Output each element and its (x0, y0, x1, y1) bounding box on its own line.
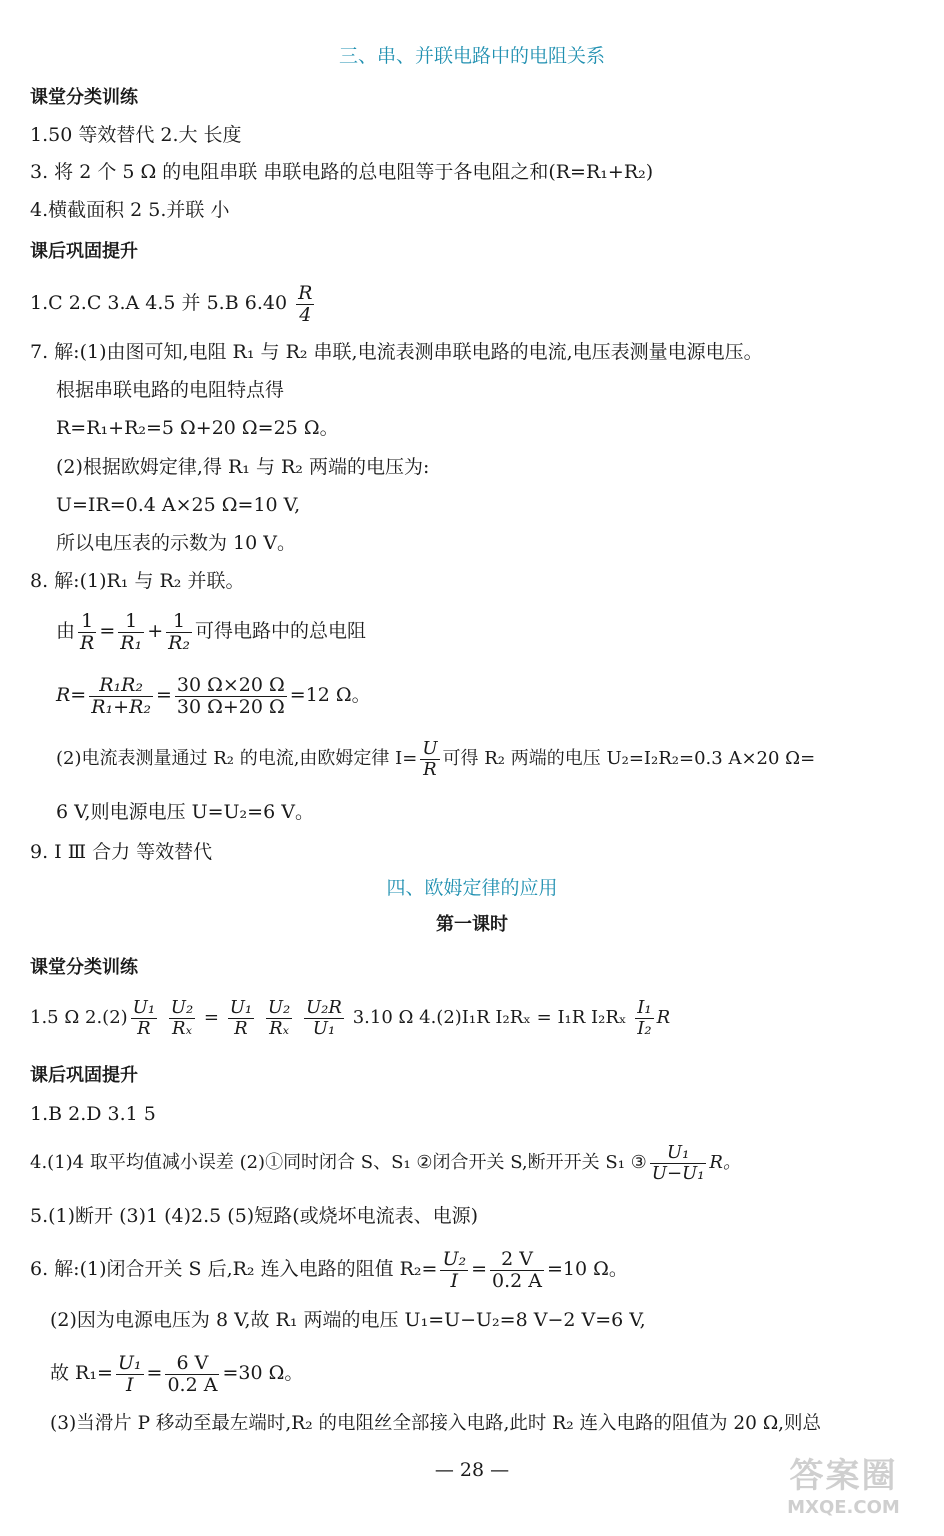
fraction (490, 1249, 544, 1292)
heading-after-class: 课后巩固提升 (30, 1065, 138, 1086)
numerator: U₁ (132, 996, 156, 1018)
answer-line: 1.B 2.D 3.1 5 (30, 1103, 156, 1125)
answer-line: 1.50 等效替代 2.大 长度 (30, 124, 242, 146)
solution-text: =12 Ω。 (289, 684, 371, 706)
answer-line-fraction (30, 992, 670, 1044)
numerator: U₂ (170, 996, 194, 1018)
denominator: I (450, 1269, 459, 1292)
answer-text: 1.C 2.C 3.A 4.5 并 5.B 6.40 (30, 292, 288, 314)
denominator: R (423, 758, 437, 780)
answer-text: 4.(1)4 取平均值减小误差 (2)①同时闭合 S、S₁ ②闭合开关 S,断开开关 S₁ ③ (30, 1152, 647, 1173)
denominator: I (125, 1373, 134, 1396)
answer-line: 5.(1)断开 (3)1 (4)2.5 (5)短路(或烧坏电流表、电源) (30, 1205, 479, 1227)
denominator: U₁ (312, 1017, 336, 1039)
solution-line: (3)当滑片 P 移动至最左端时,R₂ 的电阻丝全部接入电路,此时 R₂ 连入电路的阻值为 20 Ω,则总 (50, 1413, 822, 1434)
solution-line: (2)根据欧姆定律,得 R₁ 与 R₂ 两端的电压为: (56, 456, 430, 478)
denominator: R₁ (120, 631, 143, 654)
numerator: R (298, 281, 313, 304)
watermark-url: MXQE.COM (787, 1497, 900, 1518)
solution-line: 根据串联电路的电阻特点得 (56, 379, 285, 401)
numerator: U (422, 737, 438, 759)
fraction (89, 675, 153, 718)
numerator: 1 (118, 611, 144, 633)
denominator: 30 Ω+20 Ω (176, 695, 285, 718)
solution-line-fraction: R= $\frac{\text{R₁R₂}}{\text{R₁+R₂}}$ = $\frac{30 \Omega\times 20 \Omega}{30 \Omega+20 \Omega}$ =12 Ω。 (56, 673, 371, 718)
numerator: 30 Ω×20 Ω (176, 673, 285, 696)
equals-sign: = (203, 1007, 220, 1028)
answer-line: 4.横截面积 2 5.并联 小 (30, 199, 230, 221)
solution-text: (2)电流表测量通过 R₂ 的电流,由欧姆定律 I= (56, 748, 418, 769)
fraction (635, 998, 653, 1039)
fraction (165, 1353, 219, 1396)
fraction (118, 611, 144, 654)
denominator: R (80, 631, 95, 654)
answer-text: 1.5 Ω 2.(2) (30, 1007, 128, 1028)
numerator: 1 (78, 611, 96, 633)
numerator: 2 V (490, 1249, 544, 1271)
solution-text: 由 (56, 620, 76, 642)
denominator: R₂ (168, 631, 191, 654)
denominator: U−U₁ (651, 1162, 705, 1184)
fraction (166, 611, 192, 654)
answer-text: R (656, 1007, 671, 1028)
fraction (420, 739, 439, 780)
solution-line: 6 V,则电源电压 U=U₂=6 V。 (56, 801, 314, 823)
solution-line: R=R₁+R₂=5 Ω+20 Ω=25 Ω。 (56, 417, 339, 439)
numerator: U₁ (229, 996, 253, 1018)
fraction (266, 998, 292, 1039)
numerator: U₂ (267, 996, 291, 1018)
numerator: U₂ (442, 1247, 467, 1270)
numerator: 1 (166, 611, 192, 633)
fraction (169, 998, 195, 1039)
solution-line: 8. 解:(1)R₁ 与 R₂ 并联。 (30, 570, 245, 592)
fraction (650, 1143, 707, 1184)
page-number: — 28 — (434, 1459, 510, 1481)
fraction (228, 998, 254, 1039)
denominator: 4 (299, 303, 312, 326)
solution-line-fraction: 故 R₁= $\frac{\text{U₁}}{I}$ = $\frac{6 V}{0.2 A}$ =30 Ω。 (50, 1351, 304, 1396)
denominator: Rₓ (269, 1017, 290, 1039)
denominator: 0.2 A (167, 1373, 218, 1396)
solution-text: =10 Ω。 (547, 1258, 628, 1280)
answer-line-fraction (30, 280, 317, 326)
denominator: I₂ (637, 1017, 652, 1039)
fraction (296, 283, 314, 326)
lesson-title: 第一课时 (436, 914, 508, 935)
numerator: R₁R₂ (89, 675, 153, 697)
denominator: 0.2 A (492, 1269, 543, 1292)
fraction (78, 611, 96, 654)
solution-line: U=IR=0.4 A×25 Ω=10 V, (56, 494, 301, 516)
section-title-4: 四、欧姆定律的应用 (386, 877, 558, 899)
solution-line-fraction (56, 734, 815, 784)
solution-text: 可得 R₂ 两端的电压 U₂=I₂R₂=0.3 A×20 Ω= (442, 748, 816, 769)
fraction (440, 1249, 468, 1292)
answer-text: R。 (709, 1152, 741, 1173)
fraction (175, 675, 287, 718)
answer-text: 3.10 Ω 4.(2)I₁R I₂Rₓ = I₁R I₂Rₓ (352, 1007, 627, 1028)
solution-line: 所以电压表的示数为 10 V。 (56, 532, 296, 554)
denominator: R (137, 1017, 151, 1039)
solution-text: =30 Ω。 (222, 1362, 304, 1384)
numerator: I₁ (637, 996, 652, 1018)
numerator: U₁ (117, 1351, 142, 1374)
denominator: R₁+R₂ (91, 695, 151, 718)
answer-line-fraction (30, 1138, 741, 1188)
heading-class-training: 课堂分类训练 (30, 957, 138, 978)
solution-line: (2)因为电源电压为 8 V,故 R₁ 两端的电压 U₁=U−U₂=8 V−2 V=6 V, (50, 1309, 646, 1331)
solution-text: 6. 解:(1)闭合开关 S 后,R₂ 连入电路的阻值 R₂= (30, 1258, 438, 1280)
watermark-text: 答案圈 (789, 1456, 898, 1496)
numerator: U₂R (306, 996, 342, 1018)
heading-class-training: 课堂分类训练 (30, 87, 138, 108)
answer-line: 9. Ⅰ Ⅲ 合力 等效替代 (30, 841, 213, 863)
solution-line-fraction: 6. 解:(1)闭合开关 S 后,R₂ 连入电路的阻值 R₂= $\frac{\text{U₂}}{I}$ = $\frac{2 V}{0.2 A}$ =10 Ω。 (30, 1247, 628, 1292)
solution-line-fraction: 由 $\frac{1}{R}$ = $\frac{1}{\text{R₁}}$ + $\frac{1}{\text{R₂}}$ 可得电路中的总电阻 (56, 609, 367, 654)
fraction (131, 998, 157, 1039)
solution-text: 可得电路中的总电阻 (195, 620, 367, 642)
answer-line: 3. 将 2 个 5 Ω 的电阻串联 串联电路的总电阻等于各电阻之和(R=R₁+R₂) (30, 161, 654, 183)
denominator: R (234, 1017, 248, 1039)
numerator: U₁ (650, 1143, 707, 1164)
solution-text: 故 R₁= (50, 1362, 113, 1384)
solution-line: 7. 解:(1)由图可知,电阻 R₁ 与 R₂ 串联,电流表测串联电路的电流,电压表测量电源电压。 (30, 341, 763, 363)
fraction (116, 1353, 144, 1396)
numerator: 6 V (165, 1353, 219, 1375)
fraction (304, 998, 344, 1039)
solution-text: R= (56, 684, 87, 706)
heading-after-class: 课后巩固提升 (30, 241, 138, 262)
denominator: Rₓ (172, 1017, 192, 1039)
section-title-3: 三、串、并联电路中的电阻关系 (338, 45, 605, 67)
watermark-logo (761, 1448, 926, 1528)
